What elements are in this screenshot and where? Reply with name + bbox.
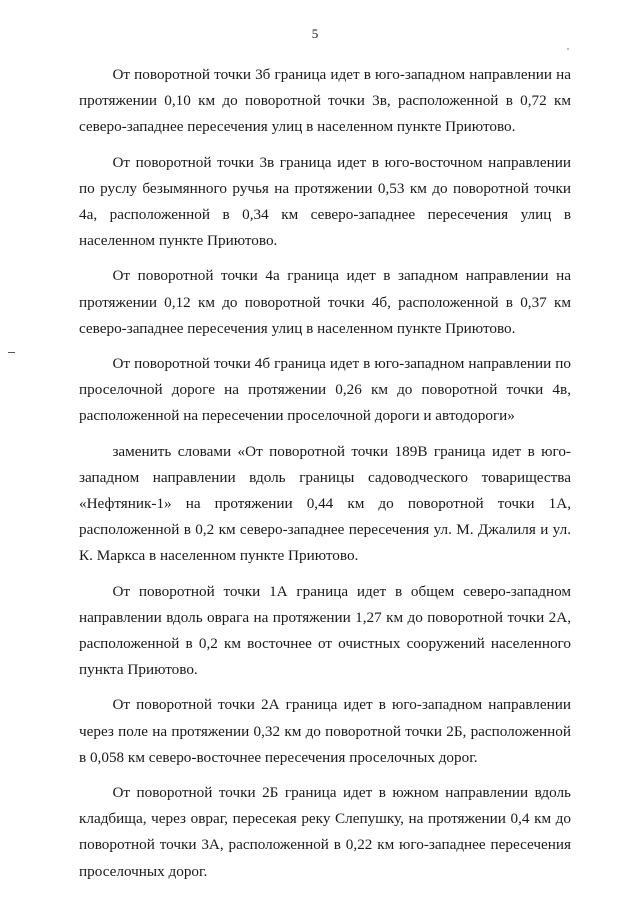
paragraph-point-3b: От поворотной точки 3б граница идет в юго-западном направлении на протяжении 0,10 км до поворотной точки 3в, расположенной в 0,72 км северо-западнее пересечения улиц в населенном пункте Приютово. [79, 66, 571, 136]
margin-mark [8, 352, 15, 353]
page-number: 5 [311, 26, 319, 41]
paragraph-point-2a: От поворотной точки 2А граница идет в юго-западном направлении через поле на протяжении 0,32 км до поворотной точки 2Б, расположенной в 0,058 км северо-восточнее пересечения проселочных дорог. [79, 696, 571, 766]
scan-speck [567, 48, 569, 50]
document-body [79, 62, 571, 894]
paragraph-replacement: заменить словами «От поворотной точки 189В граница идет в юго-западном направлении вдоль границы садоводческого товарищества «Нефтяник-1» на протяжении 0,44 км до поворотной точки 1А, расположенной в 0,2 км северо-западнее пересечения ул. М. Джалиля и ул. К. Маркса в населенном пункте Приютово. [79, 442, 571, 565]
paragraph-point-4a: От поворотной точки 4а граница идет в западном направлении на протяжении 0,12 км до поворотной точки 4б, расположенной в 0,37 км северо-западнее пересечения улиц в населенном пункте Приютово. [79, 267, 571, 337]
paragraph-point-4b: От поворотной точки 4б граница идет в юго-западном направлении по проселочной дороге на протяжении 0,26 км до поворотной точки 4в, расположенной на пересечении проселочной дороги и автодороги» [79, 355, 571, 425]
paragraph-point-3v: От поворотной точки 3в граница идет в юго-восточном направлении по руслу безымянного ручья на протяжении 0,53 км до поворотной точки 4а, расположенной в 0,34 км северо-западнее пересечения улиц в населенном пункте Приютово. [79, 153, 571, 250]
paragraph-point-2b: От поворотной точки 2Б граница идет в южном направлении вдоль кладбища, через овраг, пересекая реку Слепушку, на протяжении 0,4 км до поворотной точки 3А, расположенной в 0,22 км юго-западнее пересечения проселочных дорог. [79, 784, 571, 880]
paragraph-point-1a: От поворотной точки 1А граница идет в общем северо-западном направлении вдоль оврага на протяжении 1,27 км до поворотной точки 2А, расположенной в 0,2 км восточнее от очистных сооружений населенного пункта Приютово. [79, 582, 571, 679]
